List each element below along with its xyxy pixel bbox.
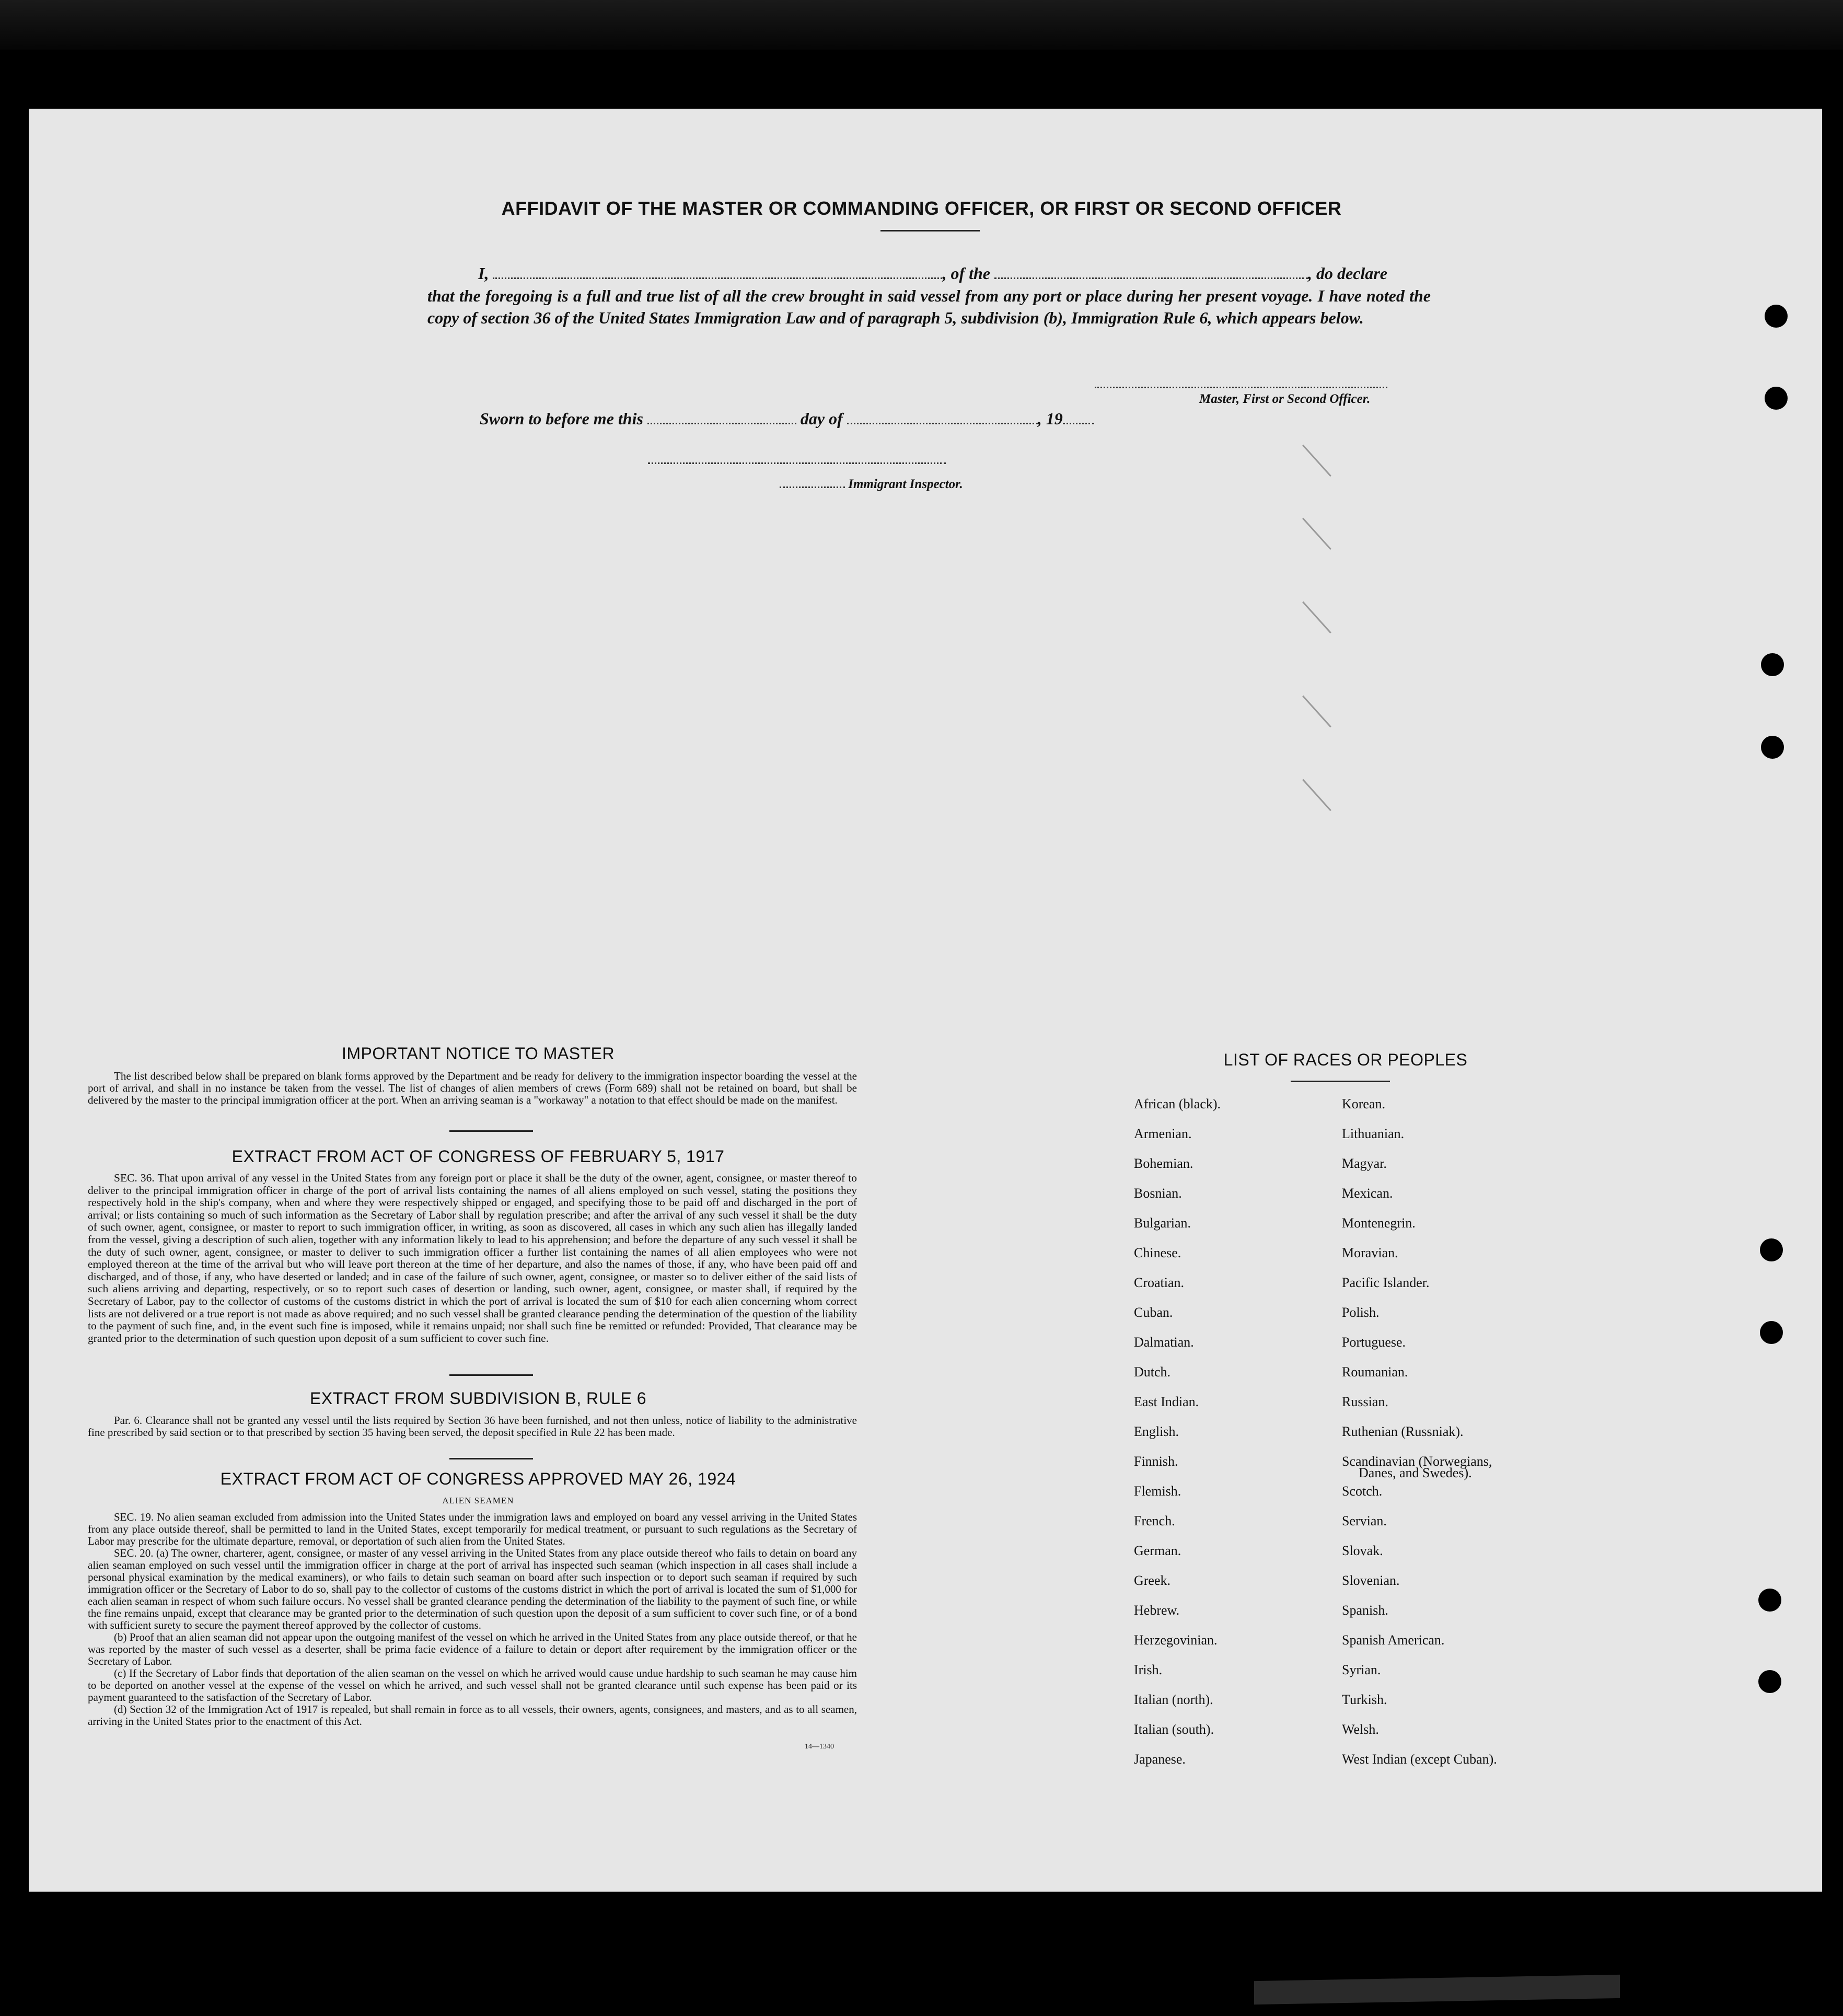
affidavit-title: AFFIDAVIT OF THE MASTER OR COMMANDING OFFICER, OR FIRST OR SECOND OFFICER [501,198,1342,219]
race-item: Polish. [1342,1305,1380,1320]
sworn-month-field[interactable] [847,423,1038,424]
race-item: Hebrew. [1134,1603,1180,1618]
race-item: Portuguese. [1342,1335,1406,1350]
scan-top-edge [0,0,1843,50]
inspector-label: Immigrant Inspector. [848,477,963,491]
inspector-name-dots [780,486,845,488]
inspector-signature-line[interactable] [648,462,946,464]
race-item: Spanish. [1342,1603,1388,1618]
sworn-label: Sworn to before me this [480,409,643,428]
race-item: French. [1134,1513,1175,1528]
sec19-text: SEC. 19. No alien seaman excluded from admission into the United States under the immigration laws and employed on board any vessel arriving in the United States from any place outside thereof, shall be permitted to land in the United States, except temporarily for medical treatment, or pursuant to such regulations as the Secretary of Labor may prescribe for the ultimate departure, removal, or deportation of such alien from the United States. [88,1511,857,1547]
section-rule [449,1458,533,1459]
race-item: Flemish. [1134,1484,1181,1499]
do-declare-label: , do declare [1308,264,1387,283]
binder-hole [1761,653,1784,676]
extract-1917-text: SEC. 36. That upon arrival of any vessel in the United States from any foreign port or place it shall be the duty of the owner, agent, consignee, or master thereof to deliver to the principal immigration officer in charge of the port of arrival lists containing the names of all aliens employed on such vessel, stating the positions they respectively hold in the ship's company, when and where they were respectively shipped or engaged, and specifying those to be paid off and discharged in the port of arrival; or lists containing so much of such information as the Secretary of Labor shall by regulation prescribe; and after the arrival of any such vessel it shall be the duty of such owner, agent, consignee, or master to report to such immigration officer, in writing, as soon as discovered, all cases in which any such alien has illegally landed from the vessel, giving a description of such alien, together with any information likely to lead to his apprehension; and before the departure of any such vessel it shall be the duty of such owner, agent, consignee, or master to deliver to such immigration officer a further list containing the names of all alien employees who were not employed thereon at the time of the arrival but who will leave port thereon at the time of her departure, and also the names of those, if any, who have been paid off and discharged, and of those, if any, who have deserted or landed; and in case of the failure of such owner, agent, consignee, or master so to deliver either of the said lists of such aliens arriving and departing, respectively, or so to report such cases of desertion or landing, such owner, agent, consignee, or master shall, if required by the Secretary of Labor, pay to the collector of customs of the customs district in which the port of arrival is located the sum of $10 for each alien concerning whom correct lists are not delivered or a true report is not made as above required; and no such vessel shall be granted clearance pending the determination of the question of the liability to the payment of such fine, and, in the event such fine is imposed, while it remains unpaid; nor shall such fine be remitted or refunded: Provided, That clearance may be granted prior to the determination of such question upon deposit of a sum sufficient to cover such fine. [88,1172,857,1345]
of-the-label: , of the [942,264,990,283]
inspector-signature-area [780,477,963,492]
race-item: Finnish. [1134,1454,1178,1469]
alien-seamen-subtitle: ALIEN SEAMEN [442,1496,514,1505]
year-label: , 19 [1037,409,1063,428]
master-signature-label: Master, First or Second Officer. [1199,392,1371,406]
race-item: East Indian. [1134,1394,1199,1409]
race-item: Montenegrin. [1342,1215,1416,1231]
extract-1924-title: EXTRACT FROM ACT OF CONGRESS APPROVED MAY 26, 1924 [220,1469,736,1488]
affidavit-declaration-line [478,264,1387,283]
sworn-line [480,409,1094,428]
master-signature-line[interactable] [1095,387,1387,388]
race-item: Moravian. [1342,1245,1398,1260]
form-number: 14—1340 [805,1743,834,1751]
race-item: Irish. [1134,1662,1163,1677]
race-item: Chinese. [1134,1245,1181,1260]
race-item: Magyar. [1342,1156,1387,1171]
race-item: Herzegovinian. [1134,1632,1218,1648]
binder-hole [1765,305,1788,328]
race-item: Scandinavian (Norwegians, [1342,1454,1492,1469]
race-item: Roumanian. [1342,1364,1408,1380]
race-item: Syrian. [1342,1662,1381,1677]
declarant-prefix: I, [478,264,489,283]
race-item: Lithuanian. [1342,1126,1405,1141]
day-of-label: day of [800,409,843,428]
race-item-continuation: Danes, and Swedes). [1359,1465,1472,1480]
races-title: LIST OF RACES OR PEOPLES [1223,1050,1468,1069]
notice-text: The list described below shall be prepared on blank forms approved by the Department and be ready for delivery to the immigration inspector boarding the vessel at the port of arrival, and shall in no instance be taken from the vessel. The list of changes of alien members of crews (Form 689) shall not be retained on board, but shall be delivered by the master to the principal immigration officer at the port. When an arriving seaman is a "workaway" a notation to that effect should be made on the manifest. [88,1070,857,1106]
binder-hole [1760,1321,1783,1344]
race-item: English. [1134,1424,1179,1439]
vessel-name-field[interactable] [994,277,1308,279]
race-item: Dalmatian. [1134,1335,1194,1350]
binder-hole [1758,1670,1781,1693]
race-item: African (black). [1134,1096,1221,1111]
race-item: Italian (south). [1134,1722,1214,1737]
section-rule [449,1374,533,1376]
section-rule [449,1130,533,1132]
race-item: Greek. [1134,1573,1171,1588]
race-item: Armenian. [1134,1126,1192,1141]
race-item: Cuban. [1134,1305,1173,1320]
race-item: Scotch. [1342,1484,1383,1499]
race-item: Ruthenian (Russniak). [1342,1424,1464,1439]
races-title-rule [1291,1081,1390,1082]
binder-hole [1760,1238,1783,1261]
race-item: German. [1134,1543,1181,1558]
race-item: Korean. [1342,1096,1386,1111]
race-item: Croatian. [1134,1275,1185,1290]
race-item: Bulgarian. [1134,1215,1191,1231]
sworn-year-field[interactable] [1063,423,1094,424]
race-item: Spanish American. [1342,1632,1445,1648]
race-item: Pacific Islander. [1342,1275,1430,1290]
binder-hole [1765,387,1788,410]
declarant-name-field[interactable] [493,277,942,279]
affidavit-body: that the foregoing is a full and true list of all the crew brought in said vessel from any port or place during her present voyage. I have noted the copy of section 36 of the United States Immigration Law and of paragraph 5, subdivision (b), Immigration Rule 6, which appears below. [427,286,1431,327]
rule6-title: EXTRACT FROM SUBDIVISION B, RULE 6 [309,1389,647,1408]
scan-bottom-edge [1254,1975,1620,2005]
race-item: Slovak. [1342,1543,1383,1558]
binder-hole [1758,1589,1781,1612]
notice-title: IMPORTANT NOTICE TO MASTER [341,1044,615,1063]
sec20d-text: (d) Section 32 of the Immigration Act of 1917 is repealed, but shall remain in force as to all vessels, their owners, agents, consignees, and masters, and as to all seamen, arriving in the United States prior to the enactment of this Act. [88,1703,857,1728]
race-item: Turkish. [1342,1692,1387,1707]
race-item: Italian (north). [1134,1692,1213,1707]
race-item: Servian. [1342,1513,1387,1528]
binder-hole [1761,736,1784,759]
race-item: West Indian (except Cuban). [1342,1752,1497,1767]
race-item: Welsh. [1342,1722,1379,1737]
race-item: Slovenian. [1342,1573,1400,1588]
sec20c-text: (c) If the Secretary of Labor finds that deportation of the alien seaman on the vessel on which he arrived would cause undue hardship to such seaman he may cause him to be deported on another vessel at the expense of the vessel on which he arrived, and such vessel shall not be granted clearance until such expense has been paid or its payment guaranteed to the satisfaction of the Secretary of Labor. [88,1667,857,1704]
sec20b-text: (b) Proof that an alien seaman did not appear upon the outgoing manifest of the vessel on which he arrived in the United States from any place outside thereof, or that he was reported by the master of such vessel as a deserter, shall be prima facie evidence of a failure to detain or deport after requirement by the immigration officer or the Secretary of Labor. [88,1631,857,1667]
race-item: Japanese. [1134,1752,1186,1767]
sworn-day-field[interactable] [647,423,796,424]
race-item: Bosnian. [1134,1186,1182,1201]
sec20a-text: SEC. 20. (a) The owner, charterer, agent, consignee, or master of any vessel arriving in the United States from any place outside thereof who fails to detain on board any alien seaman employed on such vessel until the immigration officer in charge at the port of arrival has inspected such seaman (which inspection in all cases shall include a personal physical examination by the medical examiners), or who fails to detain such seaman on board after such inspection or to deport such seaman if required by such immigration officer or the Secretary of Labor to do so, shall pay to the collector of customs of the customs district in which the port of arrival is located the sum of $1,000 for each alien seaman in respect of whom such failure occurs. No vessel shall be granted clearance pending the determination of the liability to the payment of such fine, or while the fine remains unpaid, except that clearance may be granted prior to the determination of such question upon the deposit of a sum sufficient to cover such fine, or of a bond with sufficient surety to secure the payment thereof approved by the collector of customs. [88,1547,857,1631]
race-item: Mexican. [1342,1186,1393,1201]
race-item: Dutch. [1134,1364,1171,1380]
race-item: Russian. [1342,1394,1388,1409]
extract-1924-body [88,1511,857,1728]
rule6-text: Par. 6. Clearance shall not be granted any vessel until the lists required by Section 36 have been furnished, and not then unless, notice of liability to the administrative fine prescribed by said section or to that prescribed by section 35 having been served, the deposit specified in Rule 22 has been made. [88,1414,857,1439]
extract-1917-title: EXTRACT FROM ACT OF CONGRESS OF FEBRUARY 5, 1917 [231,1147,725,1166]
title-rule [880,230,980,231]
race-item: Bohemian. [1134,1156,1193,1171]
